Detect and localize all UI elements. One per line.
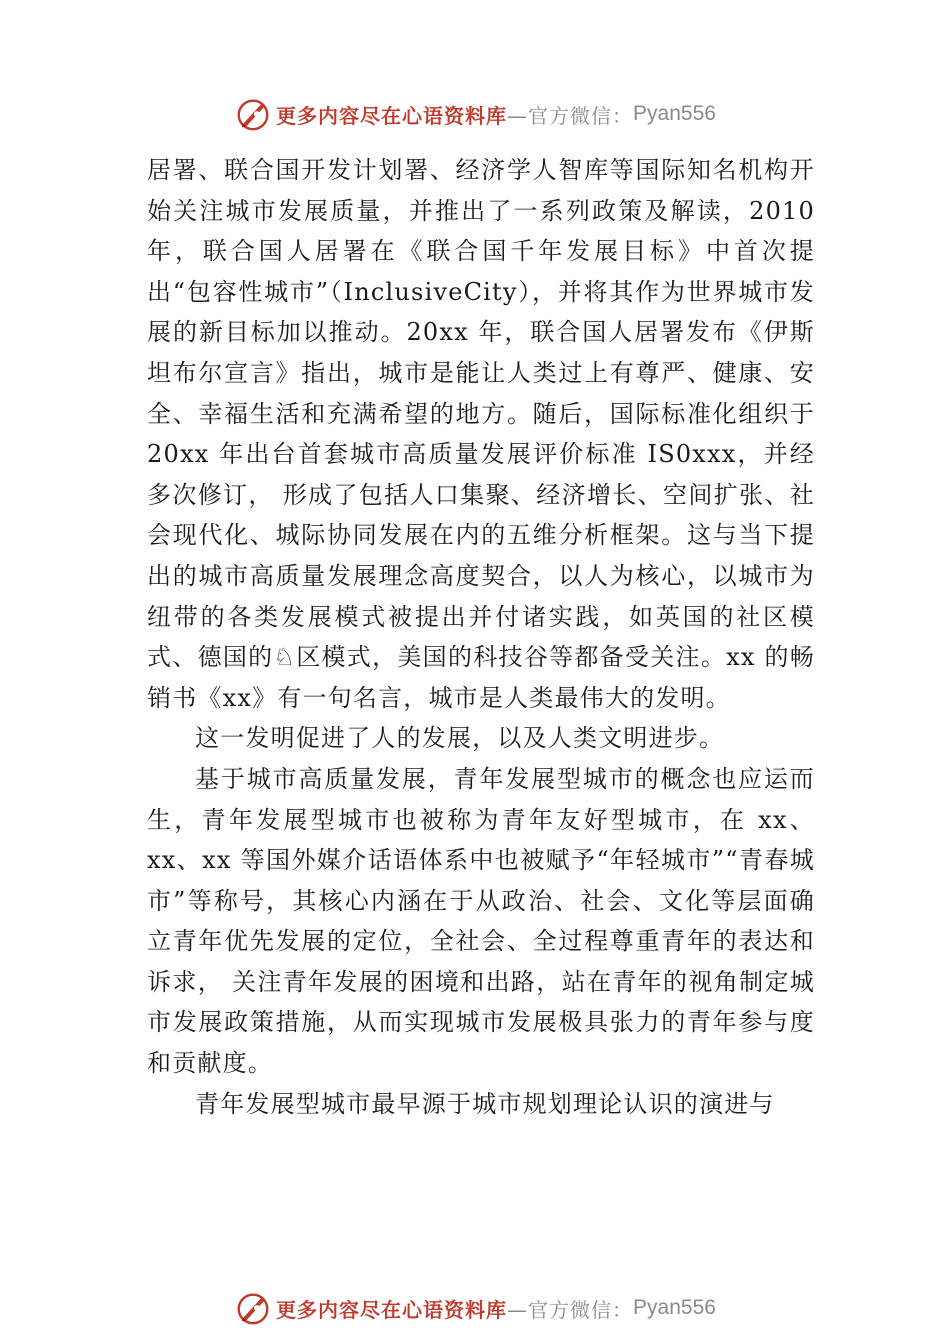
paragraph-3: 基于城市高质量发展，青年发展型城市的概念也应运而生，青年发展型城市也被称为青年友好型城市，在 xx、xx、xx 等国外媒介话语体系中也被赋予“年轻城市”“青春城市”等称号，其核心内涵在于从政治、社会、文化等层面确立青年优先发展的定位，全社会、全过程尊重青年的表达和诉求， 关注青年发展的困境和出路，站在青年的视角制定城市发展政策措施，从而实现城市发展极具张力的青年参与度和贡献度。 bbox=[147, 764, 815, 1078]
footer-banner bbox=[0, 1288, 950, 1328]
document-body bbox=[147, 150, 815, 1124]
paragraph-2: 这一发明促进了人的发展，以及人类文明进步。 bbox=[195, 724, 725, 753]
brand-text: 更多内容尽在心语资料库 bbox=[276, 1297, 508, 1322]
pen-logo-icon bbox=[234, 95, 272, 133]
paragraph-1: 居署、联合国开发计划署、经济学人智库等国际知名机构开始关注城市发展质量，并推出了一系列政策及解读，2010 年，联合国人居署在《联合国千年发展目标》中首次提出“包容性城市”（InclusiveCity），并将其作为世界城市发展的新目标加以推动。20xx 年，联合国人居署发布《伊斯坦布尔宣言》指出，城市是能让人类过上有尊严、健康、安全、幸福生活和充满希望的地方。随后，国际标准化组织于 20xx 年出台首套城市高质量发展评价标准 IS0xxx，并经多次修订， 形成了包括人口集聚、经济增长、空间扩张、社会现代化、城际协同发展在内的五维分析框架。这与当下提出的城市高质量发展理念高度契合，以人为核心，以城市为纽带的各类发展模式被提出并付诸实践，如英国的社区模式、德国的♘区模式，美国的科技谷等都备受关注。xx 的畅销书《xx》有一句名言，城市是人类最伟大的发明。 bbox=[147, 156, 815, 712]
brand-text: 更多内容尽在心语资料库 bbox=[276, 103, 508, 128]
paragraph-4: 青年发展型城市最早源于城市规划理论认识的演进与 bbox=[195, 1089, 775, 1118]
wechat-id: Pyan556 bbox=[633, 102, 716, 125]
pen-logo-icon bbox=[234, 1289, 272, 1327]
separator-text: —官方微信： bbox=[507, 1297, 634, 1322]
header-banner bbox=[0, 94, 950, 134]
separator-text: —官方微信： bbox=[507, 103, 634, 128]
wechat-id: Pyan556 bbox=[633, 1296, 716, 1319]
